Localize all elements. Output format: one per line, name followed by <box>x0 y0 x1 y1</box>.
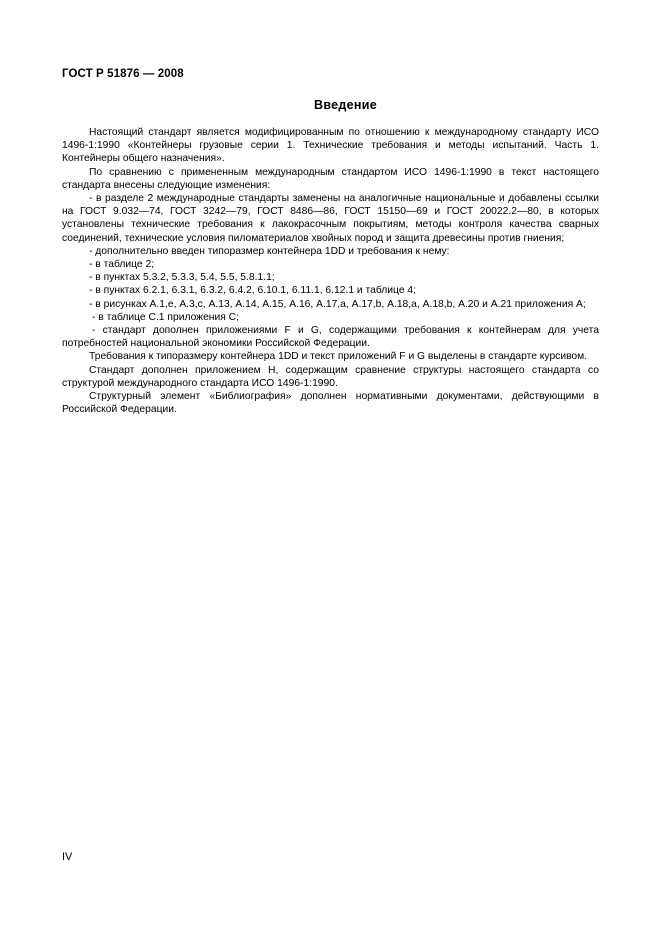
list-item: - в пунктах 6.2.1, 6.3.1, 6.3.2, 6.4.2, 6.10.1, 6.11.1, 6.12.1 и таблице 4; <box>89 285 416 297</box>
paragraph-changes-lead: По сравнению с примененным международным стандартом ИСО 1496-1:1990 в текст настоящего стандарта внесены следующие изменения: <box>62 166 599 191</box>
list-item: - в разделе 2 международные стандарты заменены на аналогичные национальные и добавлены ссылки на ГОСТ 9.032—74, ГОСТ 3242—79, ГОСТ 8486—86, ГОСТ 15150—69 и ГОСТ 20022.2—80, в которых установлены технические требования к лакокрасочным покрытиям, методы контроля качества сварных соединений, технические условия пиломатериалов хвойных пород и защита древесины против гниения; <box>62 193 599 244</box>
paragraph-italic-note: Требования к типоразмеру контейнера 1DD и текст приложений F и G выделены в стандарте курсивом. <box>89 351 588 363</box>
list-item: - стандарт дополнен приложениями F и G, содержащими требования к контейнерам для учета потребностей национальной экономики Российской Федерации. <box>62 325 599 350</box>
paragraph-annex-h: Стандарт дополнен приложением Н, содержащим сравнение структуры настоящего стандарта со структурой международного стандарта ИСО 1496-1:1990. <box>62 364 599 389</box>
list-item: - в таблице 2; <box>89 259 155 271</box>
paragraph-intro: Настоящий стандарт является модифицированным по отношению к международному стандарту ИСО 1496-1:1990 «Контейнеры грузовые серии 1. Технические требования и методы испытаний. Часть 1. Контейнеры общего назначения». <box>62 127 599 165</box>
document-header: ГОСТ Р 51876 — 2008 <box>62 68 184 80</box>
list-item: - в пунктах 5.3.2, 5.3.3, 5.4, 5.5, 5.8.1.1; <box>89 272 275 284</box>
page-number: IV <box>62 851 73 863</box>
list-item: - в рисунках А.1,е, А.3,с, А.13, А.14, А.15, А.16, А.17,а, А.17,b, А.18,а, А.18,b, А.20 и А.21 приложения А; <box>89 298 586 310</box>
paragraph-bibliography: Структурный элемент «Библиография» дополнен нормативными документами, действующими в Российской Федерации. <box>62 391 599 416</box>
body-text <box>62 126 599 416</box>
list-item: - дополнительно введен типоразмер контейнера 1DD и требования к нему: <box>89 245 450 257</box>
list-item: - в таблице С.1 приложения С; <box>92 311 239 323</box>
section-title: Введение <box>314 98 377 112</box>
